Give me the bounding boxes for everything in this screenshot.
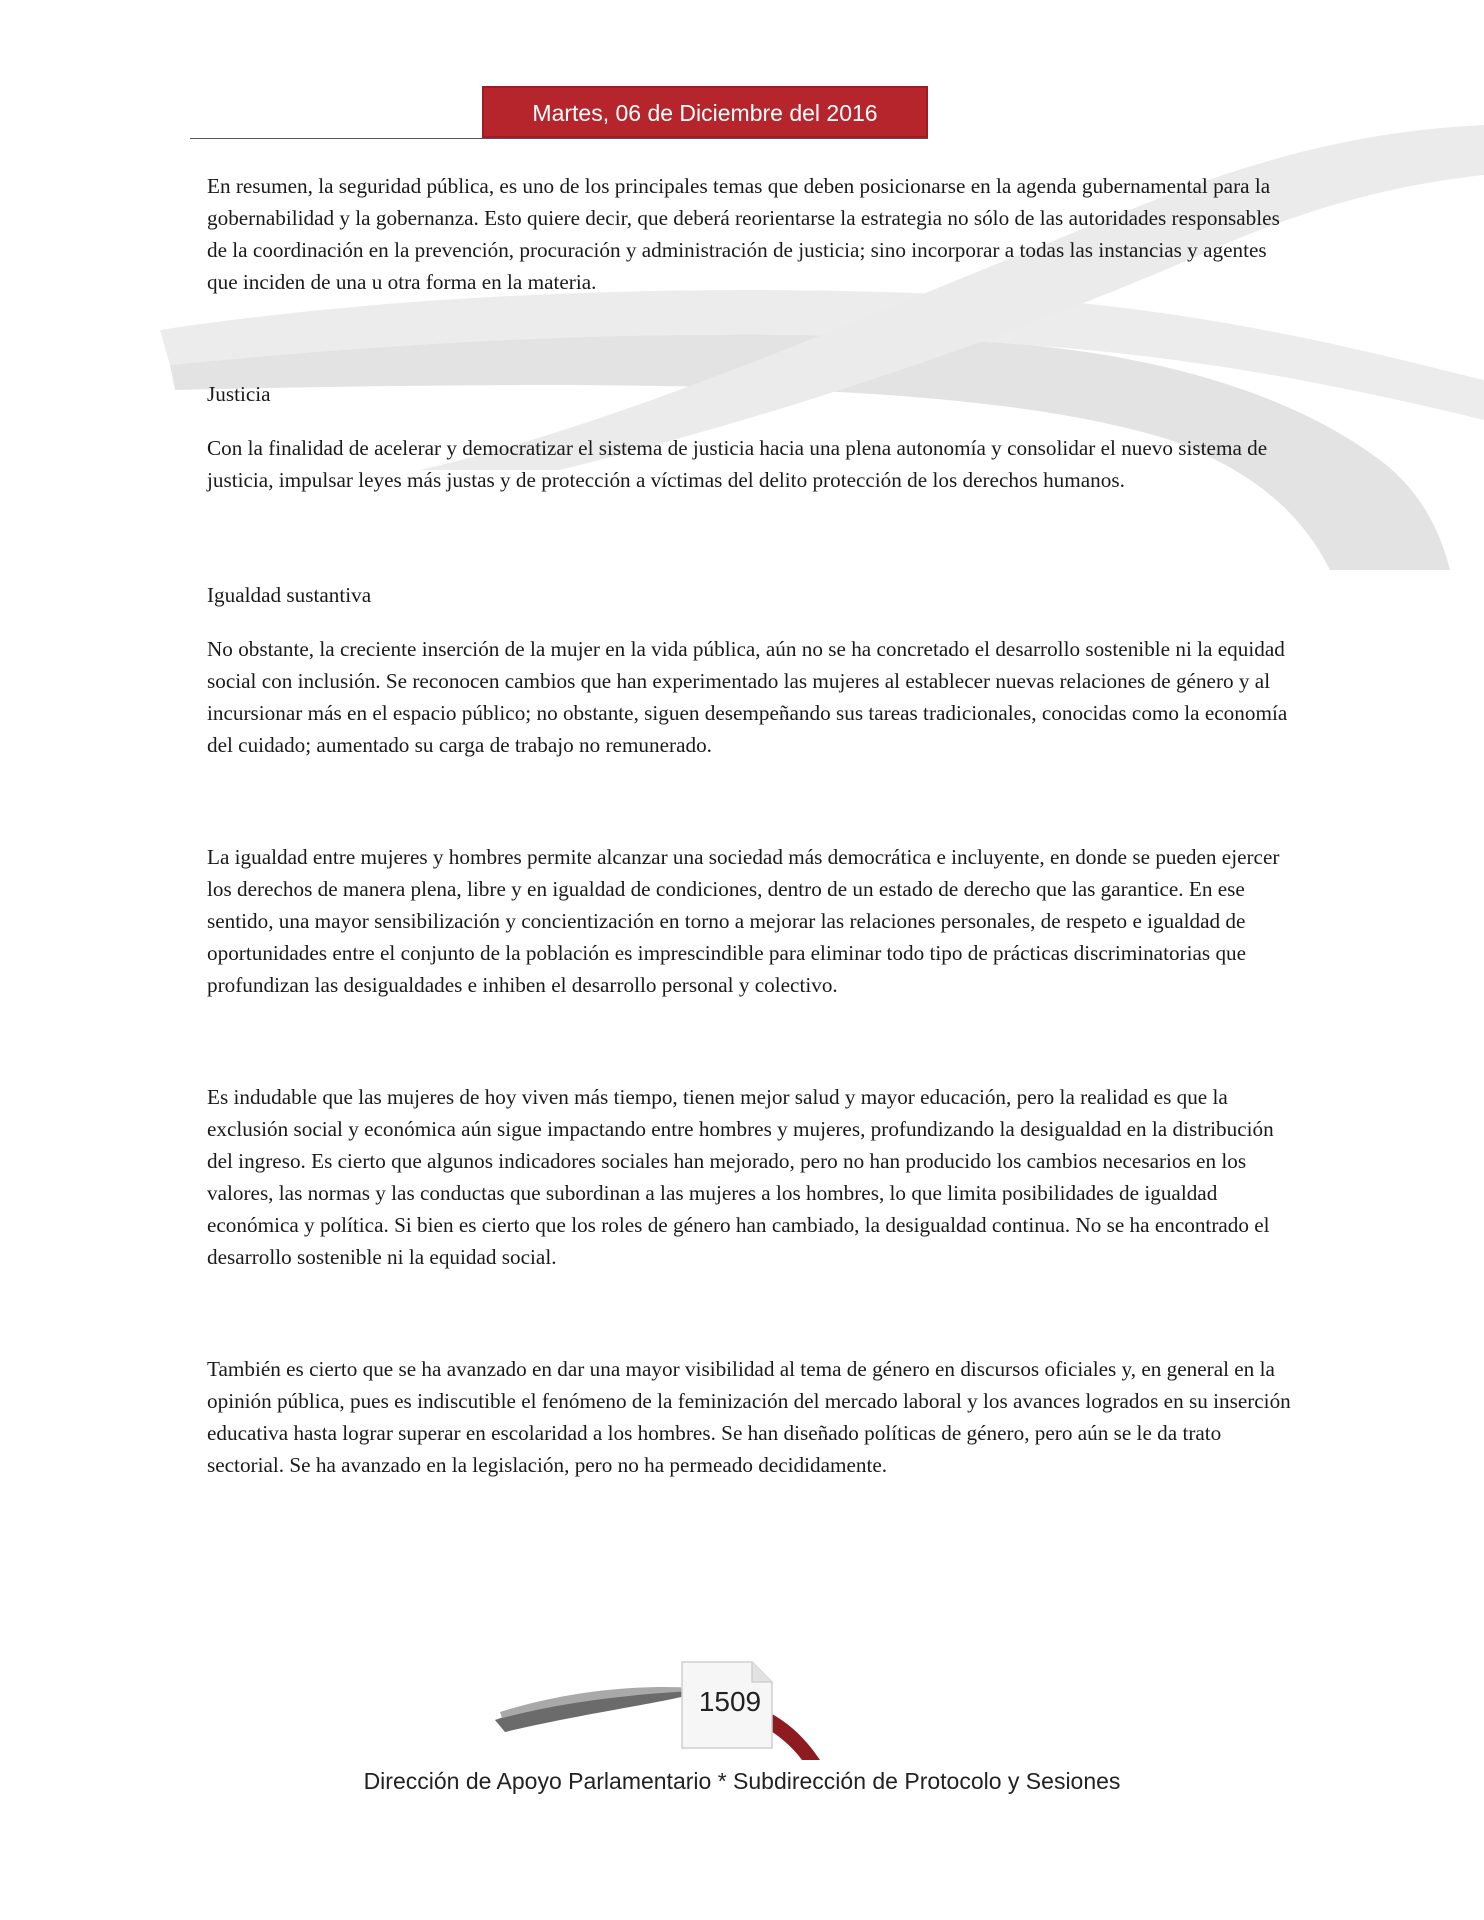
page-number: 1509 bbox=[698, 1686, 762, 1717]
heading-igualdad-sustantiva: Igualdad sustantiva bbox=[207, 583, 372, 607]
paragraph-justicia: Con la finalidad de acelerar y democratizar el sistema de justicia hacia una plena autonomía y consolidar el nuevo sistema de justicia, impulsar leyes más justas y de protección a víctimas del delito protección de los derechos humanos. bbox=[207, 436, 1268, 492]
header-rule bbox=[190, 138, 928, 139]
paragraph-visibilidad-genero: También es cierto que se ha avanzado en dar una mayor visibilidad al tema de género en discursos oficiales y, en general en la opinión pública, pues es indiscutible el fenómeno de la feminización del mercado laboral y los avances logrados en su inserción educativa hasta lograr superar en escolaridad a los hombres. Se han diseñado políticas de género, pero aún se le da trato sectorial. Se ha avanzado en la legislación, pero no ha permeado decididamente. bbox=[207, 1357, 1291, 1477]
document-body bbox=[207, 170, 1292, 1481]
paragraph-insercion-mujer: No obstante, la creciente inserción de la mujer en la vida pública, aún no se ha concretado el desarrollo sostenible ni la equidad social con inclusión. Se reconocen cambios que han experimentado las mujeres al establecer nuevas relaciones de género y al incursionar más en el espacio público; no obstante, siguen desempeñando sus tareas tradicionales, conocidas como la economía del cuidado; aumentado su carga de trabajo no remunerado. bbox=[207, 637, 1288, 757]
footer-text: Dirección de Apoyo Parlamentario * Subdirección de Protocolo y Sesiones bbox=[363, 1768, 1121, 1794]
paragraph-exclusion-social: Es indudable que las mujeres de hoy viven más tiempo, tienen mejor salud y mayor educación, pero la realidad es que la exclusión social y económica aún sigue impactando entre hombres y mujeres, profundizando la desigualdad en la distribución del ingreso. Es cierto que algunos indicadores sociales han mejorado, pero no han producido los cambios necesarios en los valores, las normas y las conductas que subordinan a las mujeres a los hombres, lo que limita posibilidades de igualdad económica y política. Si bien es cierto que los roles de género han cambiado, la desigualdad continua. No se ha encontrado el desarrollo sostenible ni la equidad social. bbox=[207, 1085, 1274, 1269]
header-date-badge: Martes, 06 de Diciembre del 2016 bbox=[482, 86, 928, 138]
paragraph-igualdad-hombres-mujeres: La igualdad entre mujeres y hombres permite alcanzar una sociedad más democrática e incluyente, en donde se pueden ejercer los derechos de manera plena, libre y en igualdad de condiciones, dentro de un estado de derecho que las garantice. En ese sentido, una mayor sensibilización y concientización en torno a mejorar las relaciones personales, de respeto e igualdad de oportunidades entre el conjunto de la población es imprescindible para eliminar todo tipo de prácticas discriminatorias que profundizan las desigualdades e inhiben el desarrollo personal y colectivo. bbox=[207, 845, 1280, 997]
heading-justicia: Justicia bbox=[207, 382, 271, 406]
paragraph-seguridad: En resumen, la seguridad pública, es uno de los principales temas que deben posicionarse en la agenda gubernamental para la gobernabilidad y la gobernanza. Esto quiere decir, que deberá reorientarse la estrategia no sólo de las autoridades responsables de la coordinación en la prevención, procuración y administración de justicia; sino incorporar a todas las instancias y agentes que inciden de una u otra forma en la materia. bbox=[207, 174, 1280, 294]
page-swoosh-icon bbox=[490, 1660, 830, 1770]
